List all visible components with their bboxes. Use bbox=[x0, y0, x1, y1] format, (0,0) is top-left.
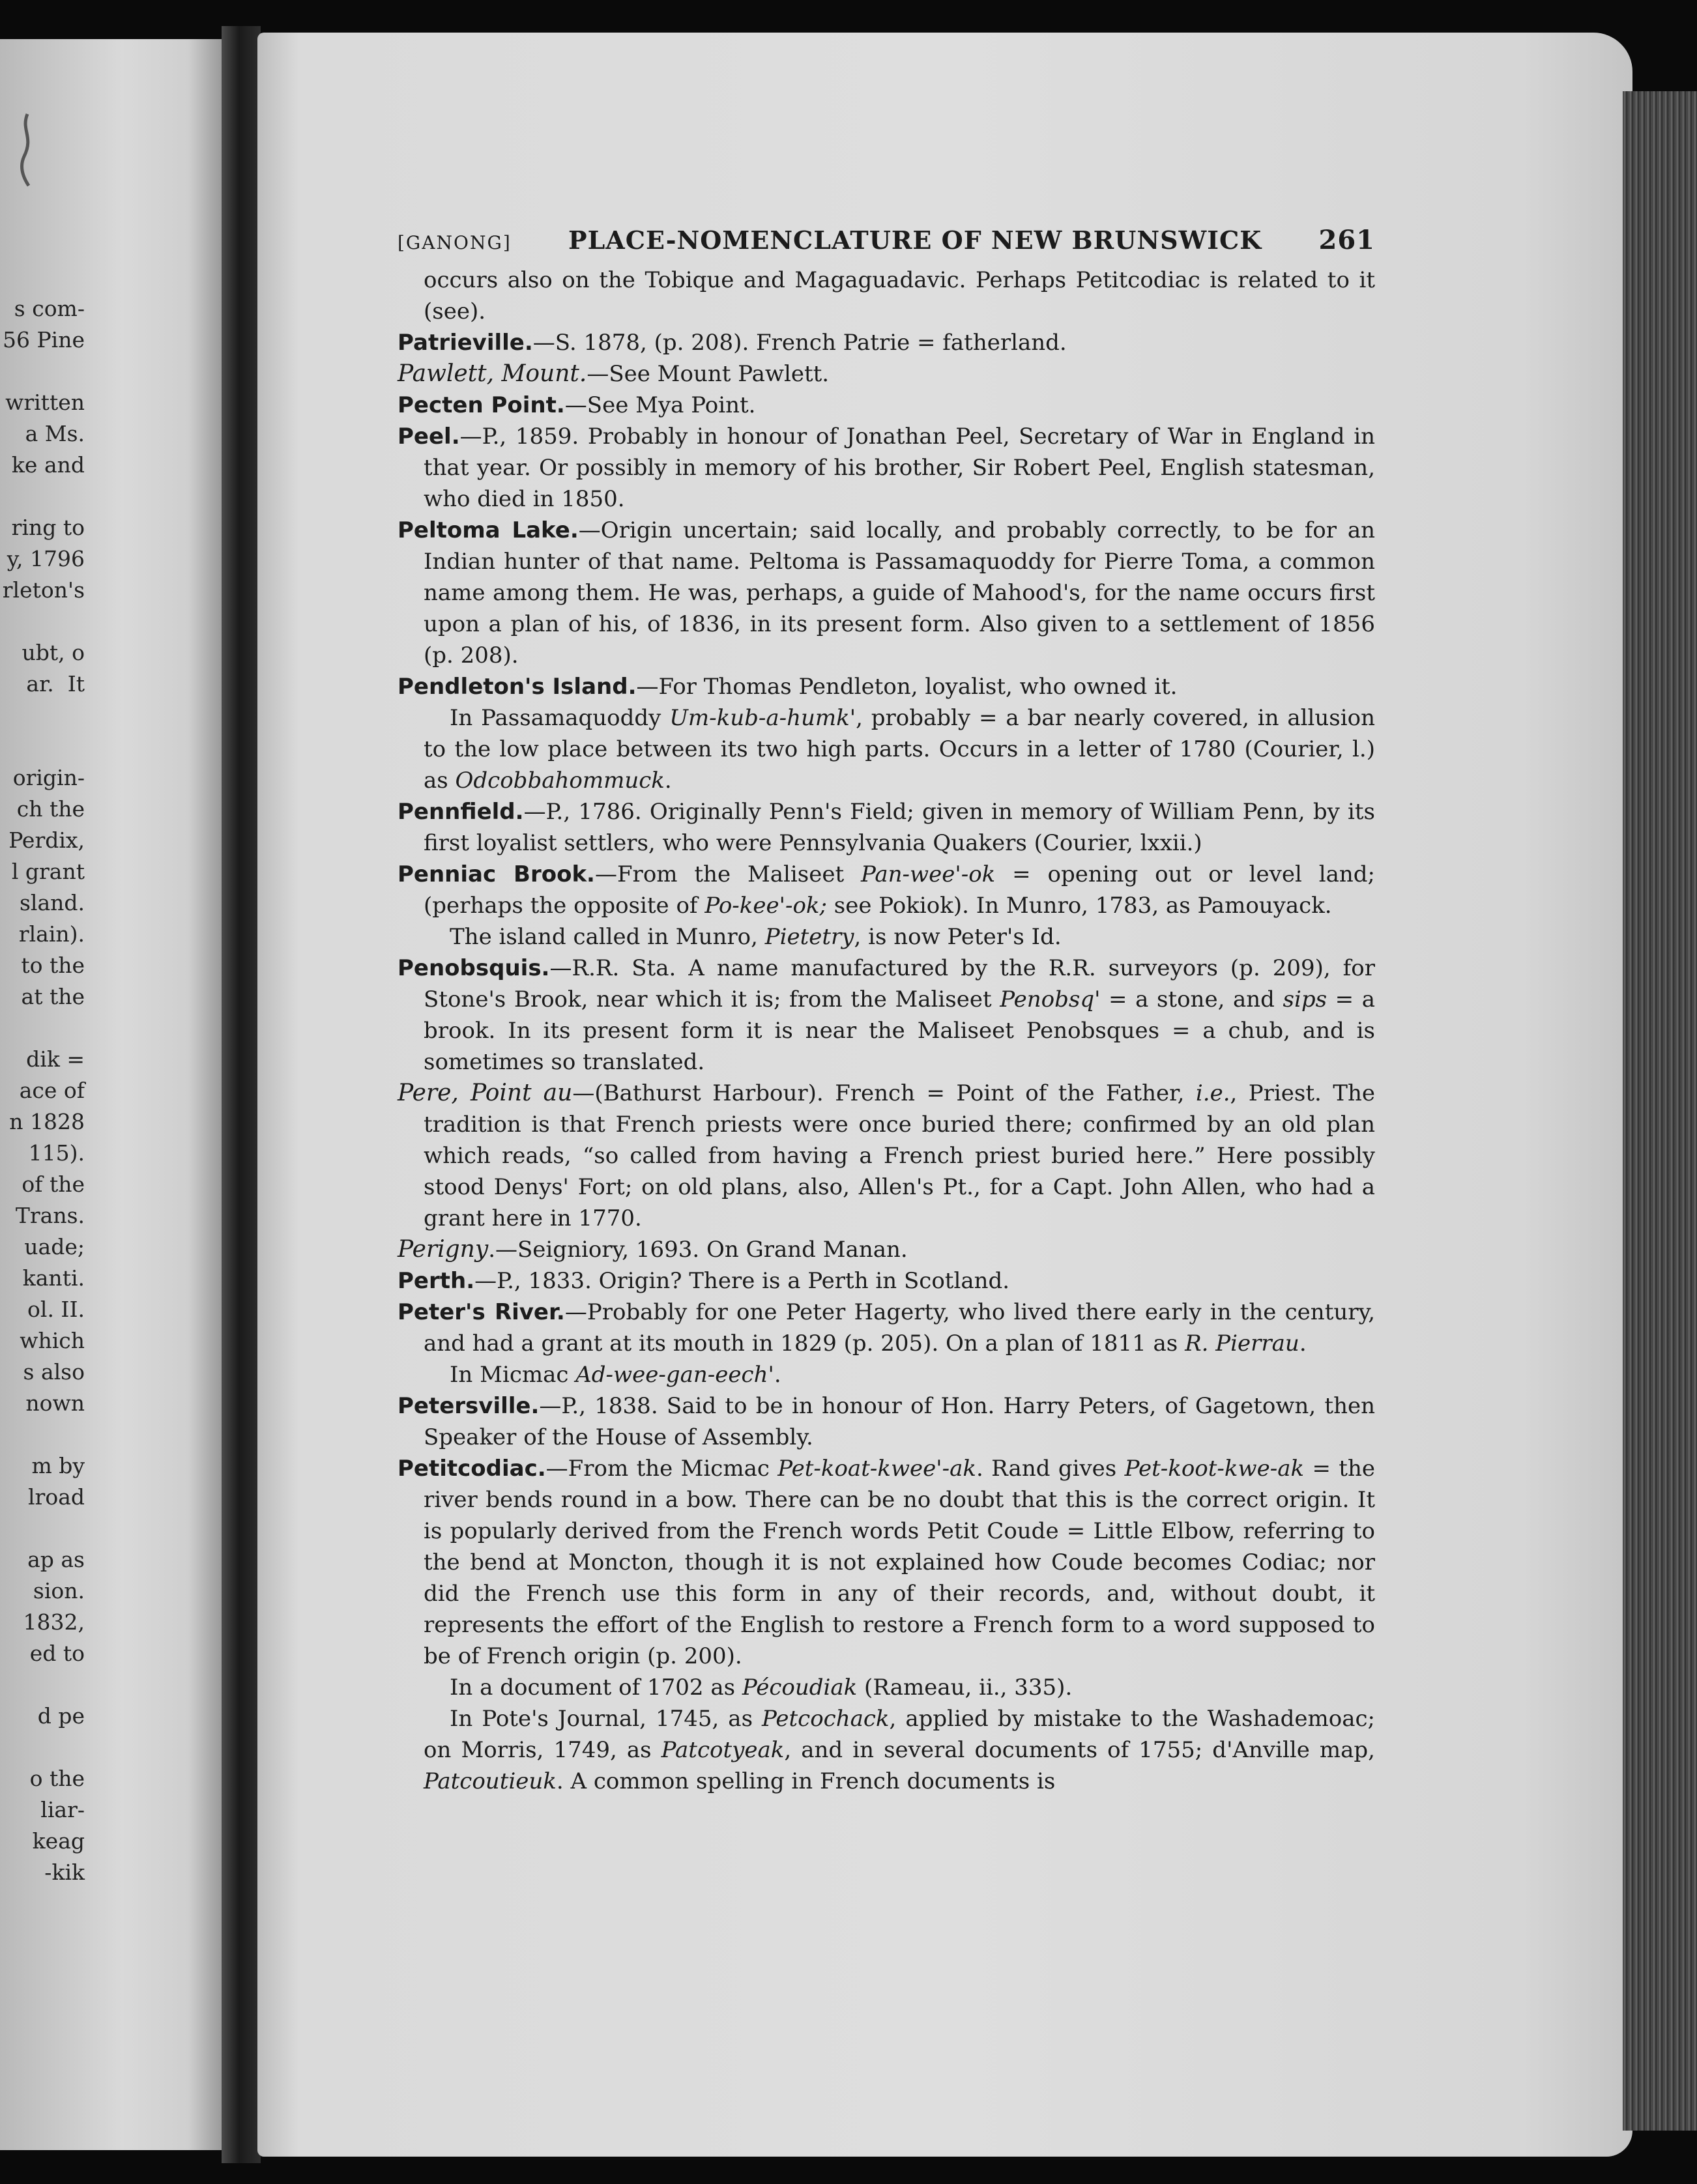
text-run: . bbox=[1299, 1330, 1307, 1357]
left-page-line: ol. II. bbox=[27, 1297, 85, 1322]
left-page-line: liar- bbox=[40, 1797, 85, 1822]
entry-pere bbox=[398, 1078, 1375, 1234]
entry-head: Perth. bbox=[398, 1268, 475, 1294]
entry-paragraph bbox=[398, 1359, 1375, 1390]
entry-paragraph bbox=[398, 1672, 1375, 1703]
left-page-line: ap as bbox=[27, 1547, 85, 1572]
entry-head: Pecten Point. bbox=[398, 392, 565, 418]
left-page-line: kanti. bbox=[22, 1265, 85, 1291]
place-term: Patcotyeak bbox=[661, 1737, 785, 1763]
left-page-line: lroad bbox=[28, 1484, 85, 1510]
left-page-line: written bbox=[5, 390, 85, 415]
entry-peltoma bbox=[398, 515, 1375, 671]
left-page-line bbox=[0, 1732, 85, 1763]
left-page-line: ke and bbox=[11, 452, 85, 478]
entry-perigny bbox=[398, 1234, 1375, 1265]
indian-term: Penobsq' bbox=[1000, 986, 1101, 1013]
left-page-line: nown bbox=[25, 1390, 85, 1416]
entry-head: Peter's River. bbox=[398, 1299, 565, 1325]
left-page-line: o the bbox=[29, 1766, 85, 1791]
left-page-line: which bbox=[20, 1328, 85, 1353]
left-page-line: ubt, o bbox=[22, 640, 85, 665]
left-page-line: m by bbox=[31, 1453, 85, 1478]
text-run: , probably = a bar nearly covered, in allusion to the low place between its two high parts. Occurs in a letter of 1780 (Courier, l.) as bbox=[424, 705, 1375, 794]
left-page-line: uade; bbox=[24, 1234, 85, 1259]
entry-paragraph bbox=[398, 1703, 1375, 1797]
left-page-line: ar. It bbox=[26, 671, 85, 697]
text-run: , applied by mistake to the Washademoac; on Morris, 1749, as bbox=[424, 1706, 1375, 1763]
text-run: , Priest. The tradition is that French priests were once buried there; confirmed by an old plan which reads, “so called from having a French priest buried here.” Here possibly stood Denys' Fort; on old plans, also, Allen's Pt., for a Capt. John Allen, who had a grant here in 1770. bbox=[424, 1080, 1375, 1231]
place-term: Petcochack bbox=[762, 1706, 890, 1732]
left-page-line: l grant bbox=[11, 859, 85, 884]
place-term: R. Pierrau bbox=[1185, 1330, 1299, 1357]
left-page-line bbox=[0, 606, 85, 637]
text-run: , is now Peter's Id. bbox=[854, 924, 1062, 950]
entry-pecten bbox=[398, 390, 1375, 421]
left-page-line: ring to bbox=[11, 515, 85, 540]
text-run: = opening out or level land; (perhaps the opposite of bbox=[424, 861, 1376, 919]
author-tag: [GANONG] bbox=[398, 232, 512, 253]
left-page-line: 1832, bbox=[23, 1609, 85, 1635]
text-run: In a document of 1702 as bbox=[450, 1674, 742, 1701]
page-number: 261 bbox=[1318, 225, 1375, 255]
left-page-line bbox=[0, 356, 85, 387]
entry-continuation: occurs also on the Tobique and Magaguadavic. Perhaps Petitcodiac is related to it (see). bbox=[424, 267, 1375, 324]
left-page-line: a Ms. bbox=[25, 421, 85, 446]
indian-term: Ad-wee-gan-eech' bbox=[575, 1362, 774, 1388]
left-page-line bbox=[0, 481, 85, 512]
entry-paragraph bbox=[398, 702, 1375, 796]
text-run: —From the Micmac bbox=[545, 1456, 778, 1482]
left-page-line: 115). bbox=[28, 1140, 85, 1166]
text-run: —Probably for one Peter Hagerty, who lived there early in the century, and had a grant at its mouth in 1829 (p. 205). On a plan of 1811 as bbox=[424, 1299, 1376, 1357]
text-run: = a stone, and bbox=[1100, 986, 1283, 1013]
left-page-line bbox=[0, 1419, 85, 1450]
entry-head: Pere, Point au bbox=[398, 1080, 573, 1106]
text-run: (Rameau, ii., 335). bbox=[857, 1674, 1073, 1701]
entry-text: —See Mya Point. bbox=[564, 392, 756, 418]
place-term: Pécoudiak bbox=[742, 1674, 858, 1701]
text-run: see Pokiok). In Munro, 1783, as Pamouyack. bbox=[827, 893, 1332, 919]
entry-text: .—Seigniory, 1693. On Grand Manan. bbox=[488, 1237, 908, 1263]
entry-text: —P., 1833. Origin? There is a Perth in Scotland. bbox=[474, 1268, 1010, 1294]
left-page-line bbox=[0, 1013, 85, 1044]
running-title: PLACE-NOMENCLATURE OF NEW BRUNSWICK bbox=[568, 225, 1262, 255]
text-run: In Passamaquoddy bbox=[450, 705, 670, 731]
indian-term: Pan-wee'-ok bbox=[861, 861, 996, 887]
entry-pennfield bbox=[398, 796, 1375, 859]
indian-term: Pet-koot-kwe-ak bbox=[1124, 1456, 1305, 1482]
left-page-text bbox=[0, 293, 85, 1888]
left-page-line: sland. bbox=[19, 890, 85, 915]
text-run: —(Bathurst Harbour). French = Point of the Father, bbox=[572, 1080, 1196, 1106]
entry-head: Penniac Brook. bbox=[398, 861, 595, 887]
gutter bbox=[222, 26, 261, 2163]
place-term: Patcoutieuk bbox=[424, 1768, 557, 1794]
entry-head: Petersville. bbox=[398, 1393, 540, 1419]
entry-pendleton bbox=[398, 671, 1375, 702]
page-content bbox=[398, 225, 1375, 1797]
text-run: The island called in Munro, bbox=[450, 924, 765, 950]
entry-penobsquis bbox=[398, 953, 1375, 1078]
left-page-line bbox=[0, 731, 85, 762]
left-page-line: of the bbox=[22, 1171, 85, 1197]
left-page-line: d pe bbox=[37, 1703, 85, 1729]
entry-patrieville bbox=[398, 327, 1375, 358]
left-page-line: to the bbox=[21, 953, 85, 978]
text-run: . A common spelling in French documents is bbox=[556, 1768, 1056, 1794]
left-page bbox=[0, 39, 222, 2150]
left-page-line: rlain). bbox=[18, 921, 85, 947]
entry-text: —For Thomas Pendleton, loyalist, who owned it. bbox=[636, 674, 1178, 700]
text-run: = a brook. In its present form it is near the Maliseet Penobsques = a chub, and is sometimes so translated. bbox=[424, 986, 1376, 1075]
entry-peters-river bbox=[398, 1297, 1375, 1359]
text-run: In Micmac bbox=[450, 1362, 576, 1388]
text-run: . bbox=[664, 768, 672, 794]
place-term: Pietetry bbox=[764, 924, 854, 950]
entry-paragraph bbox=[398, 921, 1375, 953]
text-run: —From the Maliseet bbox=[594, 861, 862, 887]
entry-text: —P., 1838. Said to be in honour of Hon. Harry Peters, of Gagetown, then Speaker of the House of Assembly. bbox=[424, 1393, 1375, 1450]
entry-peel bbox=[398, 421, 1375, 515]
entry-pawlett bbox=[398, 358, 1375, 390]
indian-term: Um-kub-a-humk' bbox=[669, 705, 856, 731]
entry-head: Penobsquis. bbox=[398, 955, 550, 981]
entry-head: Pawlett, Mount. bbox=[398, 360, 587, 387]
indian-term: Odcobbahommuck bbox=[455, 768, 665, 794]
entry-head: Petitcodiac. bbox=[398, 1456, 546, 1482]
entry-list bbox=[398, 265, 1375, 1797]
left-page-line: sion. bbox=[33, 1578, 85, 1603]
left-page-line: rleton's bbox=[2, 577, 85, 603]
left-page-line: ch the bbox=[16, 796, 85, 822]
left-page-line: s also bbox=[23, 1359, 85, 1385]
entry-head: Peel. bbox=[398, 424, 460, 450]
text-run: . bbox=[774, 1362, 781, 1388]
entry-text: —See Mount Pawlett. bbox=[587, 361, 830, 387]
entry-head: Pendleton's Island. bbox=[398, 674, 637, 700]
indian-term: sips bbox=[1283, 986, 1327, 1013]
left-page-line: -kik bbox=[44, 1860, 85, 1885]
left-page-line: n 1828 bbox=[9, 1109, 85, 1134]
indian-term: Po-kee'-ok; bbox=[704, 893, 827, 919]
entry-text: —P., 1786. Originally Penn's Field; given in memory of William Penn, by its first loyalist settlers, who were Pennsylvania Quakers (Courier, lxxii.) bbox=[424, 799, 1375, 856]
left-page-line: origin- bbox=[12, 765, 85, 790]
page-edges bbox=[1623, 91, 1697, 2131]
left-page-line: 56 Pine bbox=[2, 327, 85, 352]
entry-head: Pennfield. bbox=[398, 799, 524, 825]
pencil-mark bbox=[14, 111, 40, 189]
left-page-line: dik = bbox=[26, 1046, 85, 1072]
entry-petersville bbox=[398, 1390, 1375, 1453]
left-page-line: ace of bbox=[19, 1078, 85, 1103]
entry-text: —P., 1859. Probably in honour of Jonathan Peel, Secretary of War in England in that year. Or possibly in memory of his brother, Sir Robert Peel, English statesman, who died in 1850. bbox=[424, 424, 1375, 512]
entry-petitcodiac bbox=[398, 1453, 1375, 1672]
left-page-line: at the bbox=[21, 984, 85, 1009]
entry-head: Perigny bbox=[398, 1236, 489, 1263]
text-run: In Pote's Journal, 1745, as bbox=[450, 1706, 762, 1732]
text-run: , and in several documents of 1755; d'Anville map, bbox=[784, 1737, 1375, 1763]
left-page-line bbox=[0, 1513, 85, 1544]
text-run: . Rand gives bbox=[976, 1456, 1125, 1482]
text-run: —R.R. Sta. A name manufactured by the R.R. surveyors (p. 209), for Stone's Brook, near which it is; from the Maliseet bbox=[424, 955, 1375, 1013]
indian-term: Pet-koat-kwee'-ak bbox=[777, 1456, 977, 1482]
entry-penniac bbox=[398, 859, 1375, 921]
left-page-line: ed to bbox=[29, 1641, 85, 1666]
running-head bbox=[398, 225, 1375, 255]
left-page-line bbox=[0, 700, 85, 731]
left-page-line: Trans. bbox=[15, 1203, 85, 1228]
entry-text: —Origin uncertain; said locally, and probably correctly, to be for an Indian hunter of that name. Peltoma is Passamaquoddy for Pierre Toma, a common name among them. He was, perhaps, a guide of Mahood's, for the name occurs first upon a plan of his, of 1836, in its present form. Also given to a settlement of 1856 (p. 208). bbox=[424, 517, 1375, 668]
left-page-line bbox=[0, 1669, 85, 1701]
entry-text: —S. 1878, (p. 208). French Patrie = fatherland. bbox=[532, 330, 1067, 356]
left-page-line: s com- bbox=[14, 296, 85, 321]
entry-head: Patrieville. bbox=[398, 330, 533, 356]
entry-head: Peltoma Lake. bbox=[398, 517, 579, 543]
entry-perth bbox=[398, 1265, 1375, 1297]
text-run: = the river bends round in a bow. There can be no doubt that this is the correct origin. It is popularly derived from the French words Petit Coude = Little Elbow, referring to the bend at Moncton, though it is not explained how Coude becomes Codiac; nor did the French use this form in any of their records, and, without doubt, it represents the effort of the English to restore a French form to a word supposed to be of French origin (p. 200). bbox=[424, 1456, 1375, 1669]
left-page-line: keag bbox=[32, 1828, 85, 1854]
left-page-line: y, 1796 bbox=[7, 546, 85, 571]
left-page-line: Perdix, bbox=[8, 827, 85, 853]
abbrev-term: i.e. bbox=[1195, 1080, 1230, 1106]
